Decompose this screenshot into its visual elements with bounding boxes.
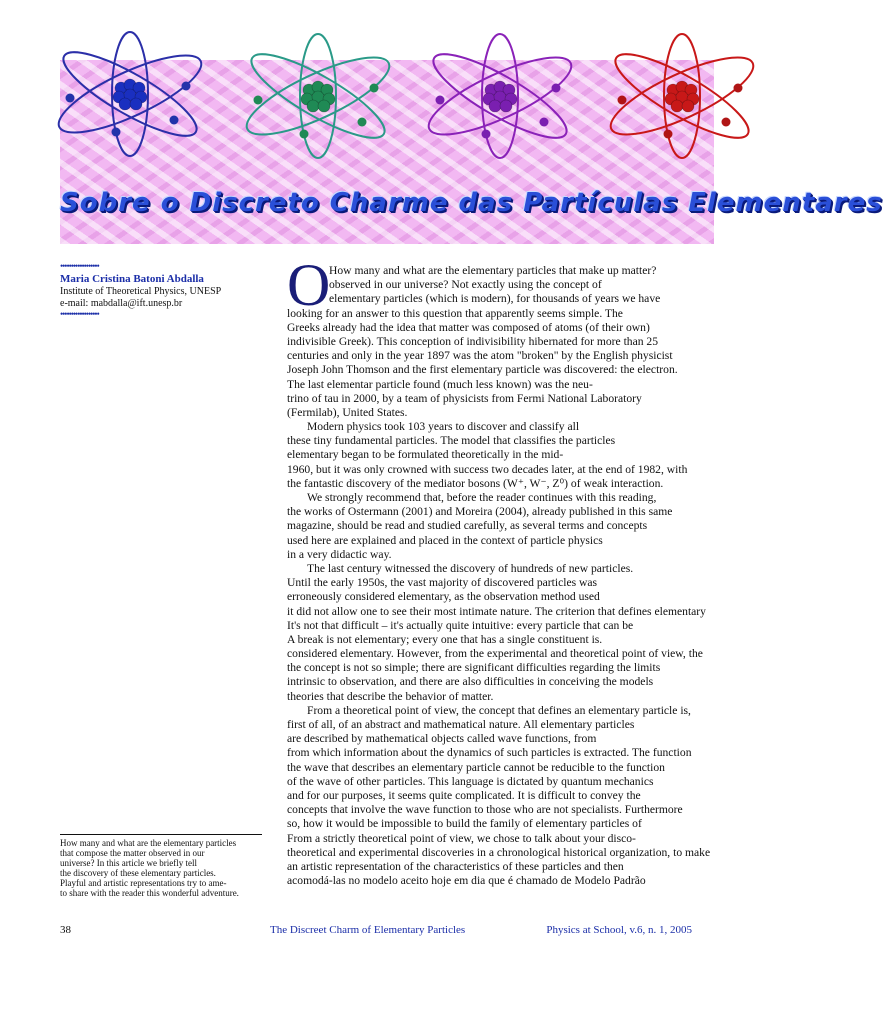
electron-dot xyxy=(66,94,75,103)
body-line: intrinsic to observation, and there are also difficulties in conceiving the models xyxy=(287,675,654,689)
body-line: 1960, but it was only crowned with success two decades later, at the end of 1982, with xyxy=(287,462,688,476)
body-line: indivisible Greek). This conception of indivisibility hibernated for more than 25 xyxy=(287,334,659,348)
body-line: The last elementar particle found (much less known) was the neu- xyxy=(287,377,593,391)
body-line: elementary particles (which is modern), for thousands of years we have xyxy=(329,292,661,306)
abstract-line: universe? In this article we briefly tell xyxy=(60,858,197,868)
body-line: It's not that difficult – it's actually quite intuitive: every particle that can be xyxy=(287,618,634,632)
journal-reference: Physics at School, v.6, n. 1, 2005 xyxy=(546,924,692,936)
body-line: concepts that involve the wave function to those who are not specialists. Furthermore xyxy=(287,803,683,817)
abstract-line: to share with the reader this wonderful adventure. xyxy=(60,888,239,898)
body-line: observed in our universe? Not exactly using the concept of xyxy=(329,278,602,292)
abstract-divider xyxy=(60,834,262,835)
abstract-line: Playful and artistic representations try to ame- xyxy=(60,878,227,888)
body-line: these tiny fundamental particles. The model that classifies the particles xyxy=(287,434,616,448)
body-line: How many and what are the elementary particles that make up matter? xyxy=(329,264,657,277)
nucleus-sphere xyxy=(130,98,142,110)
electron-dot xyxy=(664,130,673,139)
body-line: the concept is not so simple; there are significant difficulties regarding the limits xyxy=(287,661,661,675)
decorative-dots-top: •••••••••••••••••• xyxy=(60,261,99,271)
author-email: e-mail: mabdalla@ift.unesp.br xyxy=(60,298,183,309)
body-line: looking for an answer to this question that apparently seems simple. The xyxy=(287,306,623,320)
nucleus-sphere xyxy=(307,100,319,112)
atom-illustration xyxy=(238,34,398,158)
header-banner xyxy=(60,60,883,244)
decorative-dots-bottom: •••••••••••••••••• xyxy=(60,309,99,319)
drop-cap: O xyxy=(287,252,331,318)
electron-dot xyxy=(182,82,191,91)
body-line: the fantastic discovery of the mediator bosons (W⁺, W⁻, Z⁰) of weak interaction. xyxy=(287,476,664,490)
body-line: magazine, should be read and studied carefully, as several terms and concepts xyxy=(287,519,648,533)
author-institution: Institute of Theoretical Physics, UNESP xyxy=(60,286,222,297)
body-line: The last century witnessed the discovery of hundreds of new particles. xyxy=(307,561,634,575)
running-title: The Discreet Charm of Elementary Particles xyxy=(270,924,466,936)
nucleus-sphere xyxy=(500,100,512,112)
body-line: so, how it would be impossible to build the family of elementary particles of xyxy=(287,817,642,831)
author-name: Maria Cristina Batoni Abdalla xyxy=(60,273,204,285)
body-line: centuries and only in the year 1897 was the atom "broken" by the English physicist xyxy=(287,349,673,363)
body-line: elementary began to be formulated theoretically in the mid- xyxy=(287,448,564,462)
abstract xyxy=(60,838,266,898)
electron-dot xyxy=(112,128,121,137)
body-line: erroneously considered elementary, as the observation method used xyxy=(287,590,600,604)
nucleus-sphere xyxy=(119,98,131,110)
body-line: From a strictly theoretical point of view, we chose to talk about your disco- xyxy=(287,831,636,845)
body-line: and for our purposes, it seems quite complicated. It is difficult to convey the xyxy=(287,788,641,802)
body-line: Joseph John Thomson and the first elementary particle was discovered: the electron. xyxy=(287,363,678,377)
body-line: an artistic representation of the characteristics of these particles and then xyxy=(287,859,624,873)
abstract-line: the discovery of these elementary particles. xyxy=(60,868,216,878)
body-line: used here are explained and placed in the context of particle physics xyxy=(287,533,603,547)
electron-dot xyxy=(540,118,549,127)
body-line: it did not allow one to see their most intimate nature. The criterion that defines elementary xyxy=(287,604,706,618)
body-line: We strongly recommend that, before the reader continues with this reading, xyxy=(307,491,657,504)
nucleus-sphere xyxy=(489,100,501,112)
body-line: theories that describe the behavior of matter. xyxy=(287,689,494,703)
body-line: considered elementary. However, from the experimental and theoretical point of view, the xyxy=(287,647,703,661)
body-line: in a very didactic way. xyxy=(287,547,392,561)
nucleus-sphere xyxy=(671,100,683,112)
body-line: trino of tau in 2000, by a team of physicists from Fermi National Laboratory xyxy=(287,391,642,405)
author-block xyxy=(60,262,270,319)
electron-dot xyxy=(300,130,309,139)
electron-dot xyxy=(358,118,367,127)
body-line: A break is not elementary; every one that has a single constituent is. xyxy=(287,632,603,646)
electron-dot xyxy=(618,96,627,105)
body-line: From a theoretical point of view, the concept that defines an elementary particle is, xyxy=(307,703,691,717)
body-line: from which information about the dynamics of such particles is extracted. The function xyxy=(287,746,692,760)
abstract-line: How many and what are the elementary particles xyxy=(60,838,237,848)
electron-dot xyxy=(254,96,263,105)
body-line: Until the early 1950s, the vast majority of discovered particles was xyxy=(287,576,598,590)
body-line: theoretical and experimental discoveries in a chronological historical organization, to make xyxy=(287,845,711,859)
atom-illustration xyxy=(602,34,762,158)
body-line: acomodá-las no modelo aceito hoje em dia que é chamado de Modelo Padrão xyxy=(287,874,646,888)
electron-dot xyxy=(552,84,561,93)
body-line: Greeks already had the idea that matter was composed of atoms (of their own) xyxy=(287,320,650,334)
nucleus-sphere xyxy=(318,100,330,112)
article-title: Sobre o Discreto Charme das Partículas Elementares xyxy=(60,188,883,218)
body-line: first of all, of an abstract and mathematical nature. All elementary particles xyxy=(287,718,635,731)
body-line: the works of Ostermann (2001) and Moreira (2004), already published in this same xyxy=(287,505,673,519)
abstract-line: that compose the matter observed in our xyxy=(60,848,205,858)
electron-dot xyxy=(722,118,731,127)
electron-dot xyxy=(436,96,445,105)
electron-dot xyxy=(734,84,743,93)
article-body xyxy=(287,252,711,888)
electron-dot xyxy=(170,116,179,125)
body-line: (Fermilab), United States. xyxy=(287,405,408,419)
atom-illustration xyxy=(50,32,210,156)
electron-dot xyxy=(482,130,491,139)
body-line: Modern physics took 103 years to discover and classify all xyxy=(307,420,580,434)
body-line: of the wave of other particles. This language is dictated by quantum mechanics xyxy=(287,774,654,788)
nucleus-sphere xyxy=(682,100,694,112)
body-line: the wave that describes an elementary particle cannot be reducible to the function xyxy=(287,760,665,774)
page-number: 38 xyxy=(60,924,71,936)
electron-dot xyxy=(370,84,379,93)
atom-illustration xyxy=(420,34,580,158)
body-line: are described by mathematical objects called wave functions, from xyxy=(287,732,597,746)
